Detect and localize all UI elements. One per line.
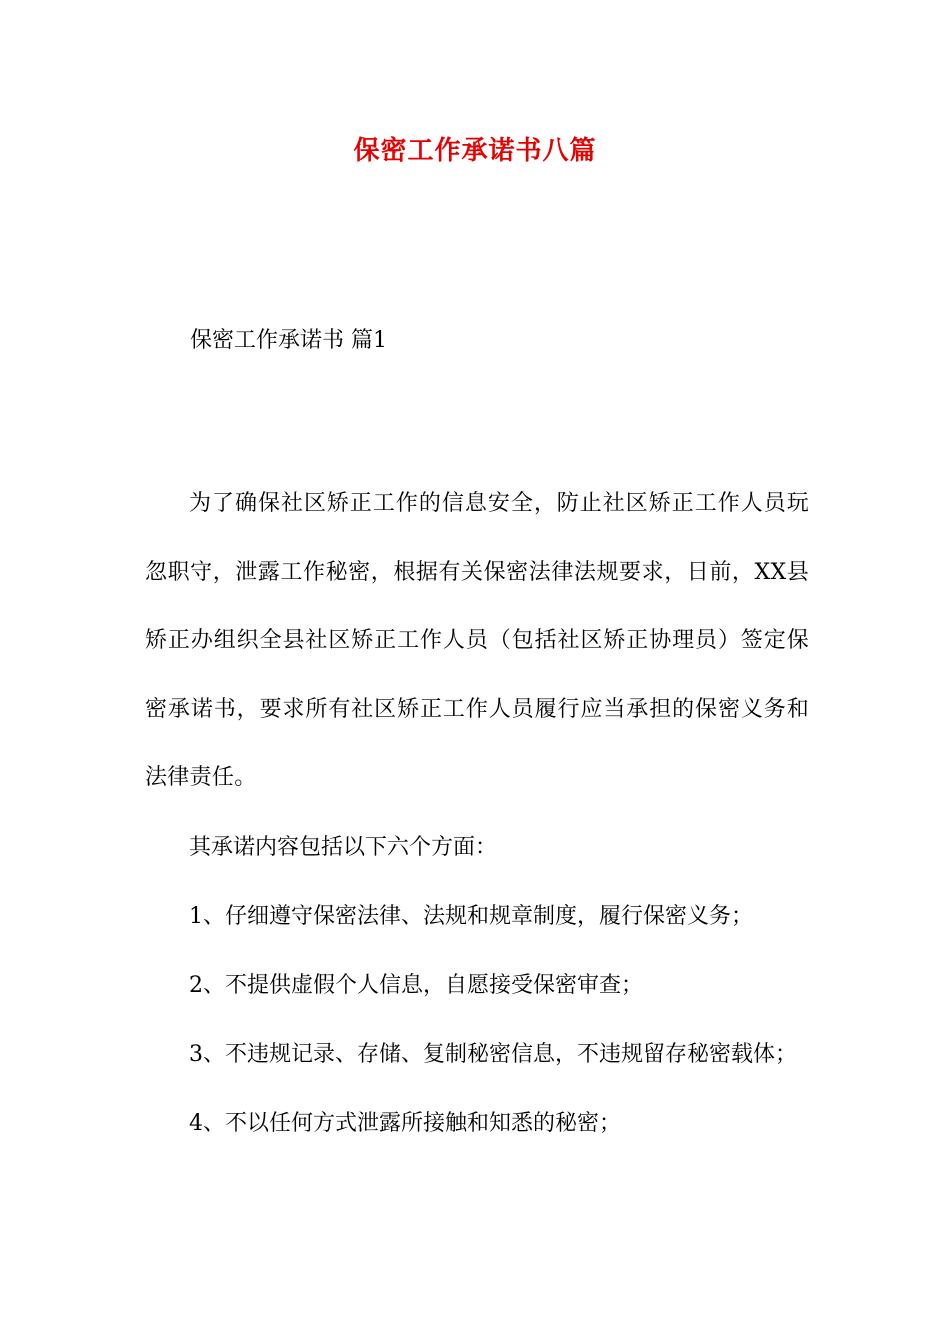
- document-body: [145, 470, 809, 1158]
- commitment-item-1: 1、仔细遵守保密法律、法规和规章制度，履行保密义务；: [189, 903, 753, 929]
- commitment-item-4: 4、不以任何方式泄露所接触和知悉的秘密；: [189, 1110, 621, 1136]
- commitment-item-2: 2、不提供虚假个人信息，自愿接受保密审查；: [189, 972, 643, 998]
- commitment-summary-paragraph: 其承诺内容包括以下六个方面：: [189, 834, 498, 860]
- section-heading: 保密工作承诺书 篇1: [190, 328, 387, 353]
- document-title: 保密工作承诺书八篇: [353, 136, 597, 166]
- commitment-item-3: 3、不违规记录、存储、复制秘密信息，不违规留存秘密载体；: [189, 1041, 797, 1067]
- intro-paragraph: 为了确保社区矫正工作的信息安全，防止社区矫正工作人员玩忽职守，泄露工作秘密，根据有关保密法律法规要求，日前，XX县矫正办组织全县社区矫正工作人员（包括社区矫正协理员）签定保密承诺书，要求所有社区矫正工作人员履行应当承担的保密义务和法律责任。: [145, 491, 809, 790]
